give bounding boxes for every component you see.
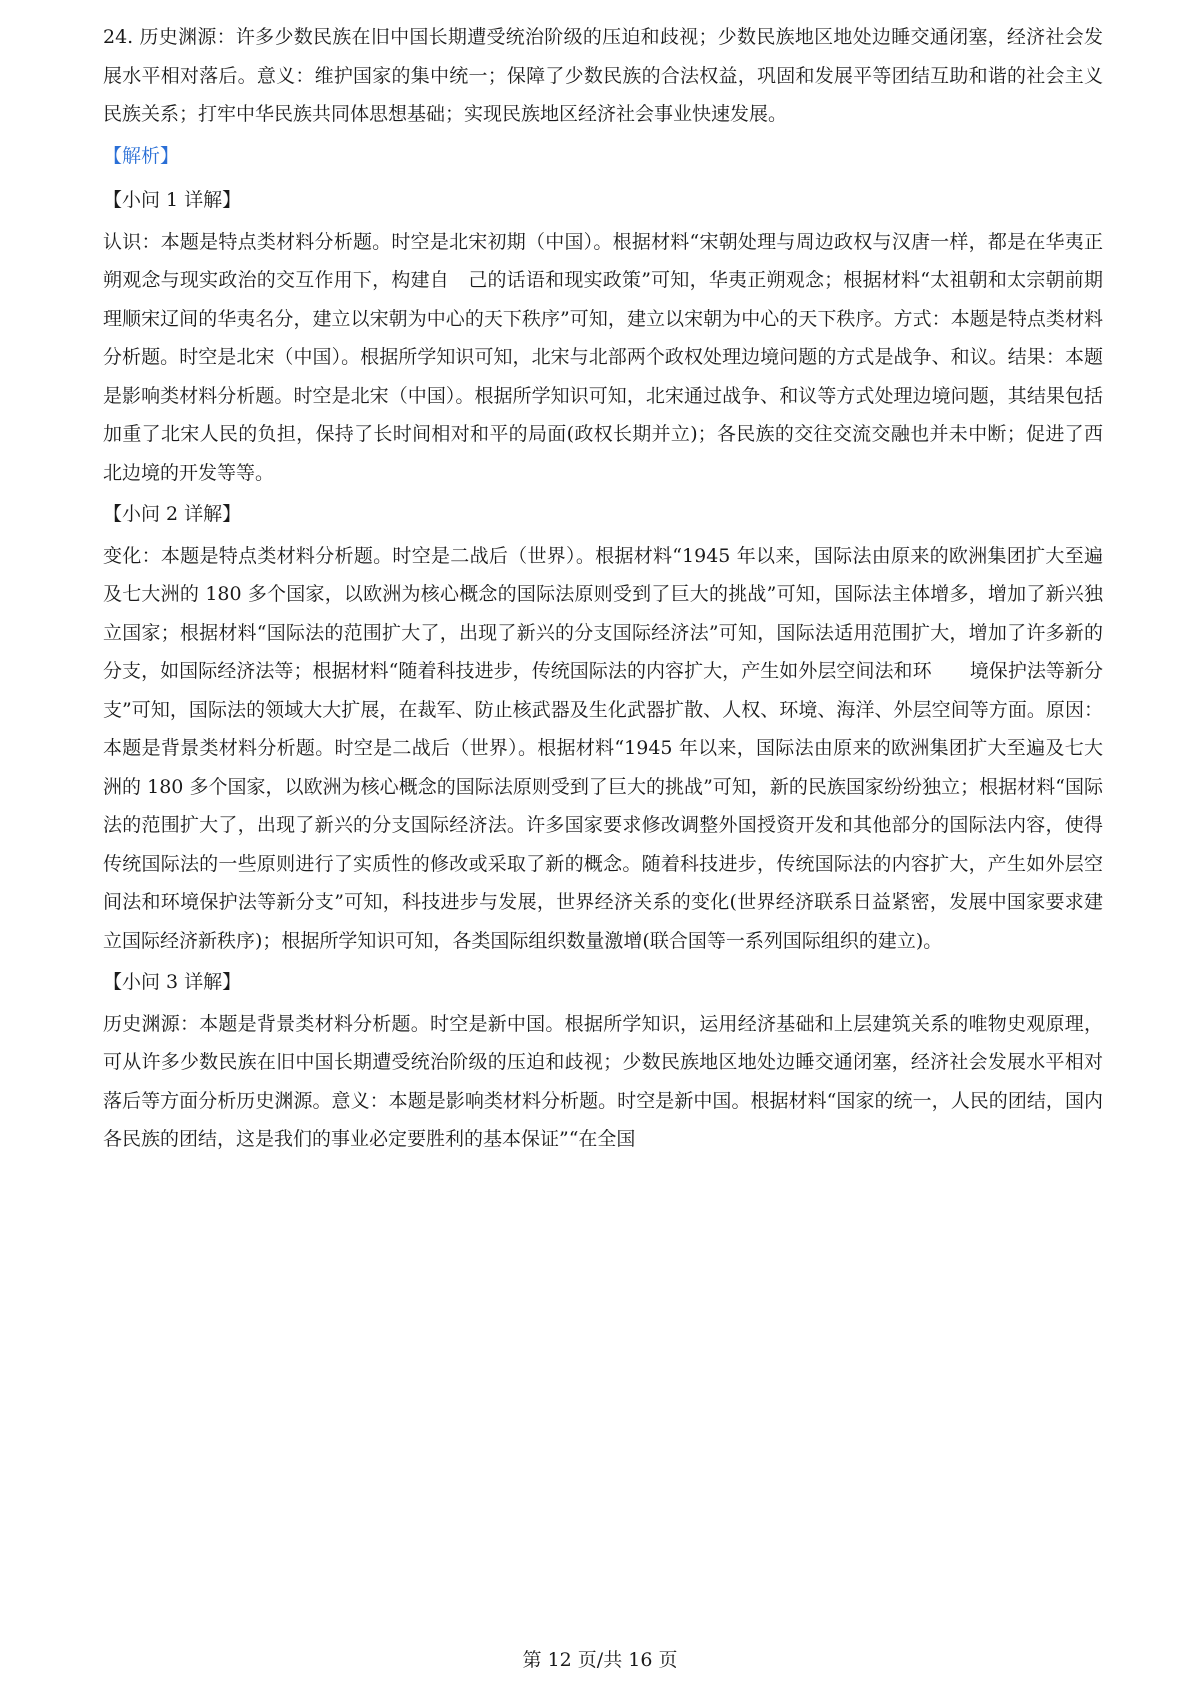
q3-explanation: 历史渊源：本题是背景类材料分析题。时空是新中国。根据所学知识，运用经济基础和上层建筑关系的唯物史观原理，可从许多少数民族在旧中国长期遭受统治阶级的压迫和歧视；少数民族地区地处边睡交通闭塞，经济社会发展水平相对落后等方面分析历史渊源。意义：本题是影响类材料分析题。时空是新中国。根据材料“国家的统一，人民的团结，国内各民族的团结，这是我们的事业必定要胜利的基本保证”“在全国 bbox=[103, 1012, 1103, 1150]
q2-heading: 【小问 2 详解】 bbox=[103, 503, 242, 525]
q2-explanation: 变化：本题是特点类材料分析题。时空是二战后（世界）。根据材料“1945 年以来，国际法由原来的欧洲集团扩大至遍及七大洲的 180 多个国家，以欧洲为核心概念的国际法原则受到了巨大的挑战”可知，国际法主体增多，增加了新兴独立国家；根据材料“国际法的范围扩大了，出现了新兴的分支国际经济法”可知，国际法适用范围扩大，增加了许多新的分支，如国际经济法等；根据材料“随着科技进步，传统国际法的内容扩大，产生如外层空间法和环 境保护法等新分支”可知，国际法的领域大大扩展，在裁军、防止核武器及生化武器扩散、人权、环境、海洋、外层空间等方面。原因：本题是背景类材料分析题。时空是二战后（世界）。根据材料“1945 年以来，国际法由原来的欧洲集团扩大至遍及七大洲的 180 多个国家，以欧洲为核心概念的国际法原则受到了巨大的挑战”可知，新的民族国家纷纷独立；根据材料“国际法的范围扩大了，出现了新兴的分支国际经济法。许多国家要求修改调整外国授资开发和其他部分的国际法内容，使得传统国际法的一些原则进行了实质性的修改或采取了新的概念。随着科技进步，传统国际法的内容扩大，产生如外层空间法和环境保护法等新分支”可知，科技进步与发展，世界经济关系的变化(世界经济联系日益紧密，发展中国家要求建立国际经济新秩序)；根据所学知识可知，各类国际组织数量激增(联合国等一系列国际组织的建立)。 bbox=[103, 544, 1103, 952]
q1-explanation: 认识：本题是特点类材料分析题。时空是北宋初期（中国）。根据材料“宋朝处理与周边政权与汉唐一样，都是在华夷正朔观念与现实政治的交互作用下，构建自 己的话语和现实政策”可知，华夷正朔观念；根据材料“太祖朝和太宗朝前期理顺宋辽间的华夷名分，建立以宋朝为中心的天下秩序”可知，建立以宋朝为中心的天下秩序。方式：本题是特点类材料分析题。时空是北宋（中国）。根据所学知识可知，北宋与北部两个政权处理边境问题的方式是战争、和议。结果：本题是影响类材料分析题。时空是北宋（中国）。根据所学知识可知，北宋通过战争、和议等方式处理边境问题，其结果包括加重了北宋人民的负担，保持了长时间相对和平的局面(政权长期并立)；各民族的交往交流交融也并未中断；促进了西北边境的开发等等。 bbox=[103, 230, 1103, 484]
page-number: 第 12 页/共 16 页 bbox=[522, 1649, 678, 1671]
document-body bbox=[103, 18, 1103, 1159]
q3-heading: 【小问 3 详解】 bbox=[103, 971, 242, 993]
answer-24: 24. 历史渊源：许多少数民族在旧中国长期遭受统治阶级的压迫和歧视；少数民族地区地处边睡交通闭塞，经济社会发展水平相对落后。意义：维护国家的集中统一；保障了少数民族的合法权益，巩固和发展平等团结互助和谐的社会主义民族关系；打牢中华民族共同体思想基础；实现民族地区经济社会事业快速发展。 bbox=[103, 26, 1103, 125]
analysis-label: 【解析】 bbox=[103, 144, 180, 167]
q1-heading: 【小问 1 详解】 bbox=[103, 189, 242, 211]
